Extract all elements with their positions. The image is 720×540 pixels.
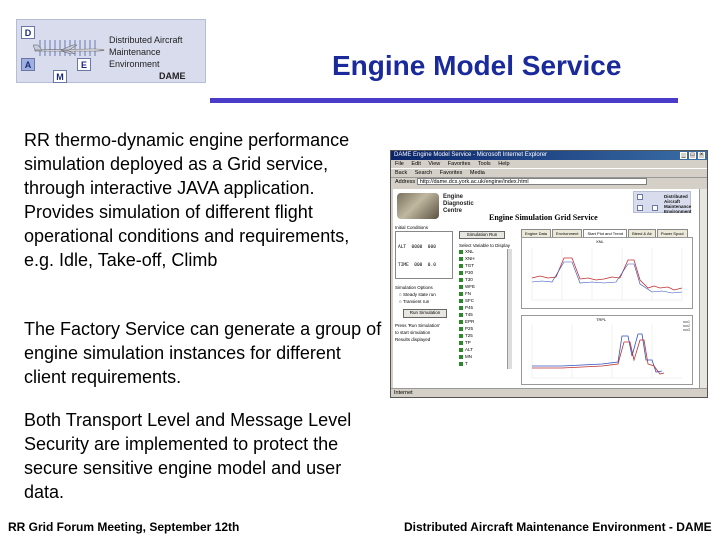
paragraph-2: Provides simulation of different flight operational conditions and requirements, e.g. Idle, Take-off, Climb [24, 202, 350, 270]
mini-logo-line-3: Maintenance [664, 204, 692, 209]
variable-checkbox-sfc[interactable]: SFC [459, 298, 505, 304]
plot-2-legend [683, 320, 690, 332]
menu-favorites: Favorites [447, 161, 471, 167]
transient-radio[interactable]: ○ Transient run [399, 299, 430, 304]
paragraph-engine-simulation [24, 128, 384, 272]
menu-edit: Edit [411, 161, 421, 167]
grid-service-title: Engine Simulation Grid Service [489, 213, 598, 222]
mini-logo-line-1: Distributed [664, 194, 688, 199]
plot-1-title: XNL [596, 239, 604, 244]
application-screenshot [390, 150, 708, 398]
plot-2-title: TRPL [596, 317, 607, 322]
menu-bar [391, 160, 707, 168]
legend-entry: run3 [682, 328, 690, 332]
browser-status-bar: Internet [391, 388, 707, 397]
engine-image [397, 193, 439, 219]
edc-text [443, 194, 474, 215]
minimize-icon: _ [681, 152, 686, 158]
close-icon: × [699, 152, 704, 158]
footer-right: Distributed Aircraft Maintenance Environment - DAME [404, 520, 712, 534]
mini-dame-logo [633, 191, 691, 213]
simulation-control-panel [395, 225, 513, 387]
variable-checkbox-t30[interactable]: T30 [459, 277, 505, 283]
address-label: Address [395, 179, 416, 185]
address-bar [391, 178, 707, 187]
variable-checkbox-wfe[interactable]: WFE [459, 284, 505, 290]
aircraft-icon [33, 44, 105, 54]
edc-line-3: Centre [443, 208, 463, 214]
tab-bleed-air[interactable]: Bleed & Air [628, 229, 656, 237]
toolbar-media: Media [469, 170, 485, 176]
condition-line: TIME 000 0.0 [398, 263, 436, 268]
tab-start-plot[interactable]: Start Plot and Trend [583, 229, 627, 237]
mini-logo-tile [637, 194, 643, 200]
tab-engine-data[interactable]: Engine Data [521, 229, 551, 237]
logo-line-1: Distributed Aircraft [109, 35, 183, 45]
logo-text [109, 34, 205, 82]
variable-checkbox-tgt[interactable]: TGT [459, 263, 505, 269]
edc-line-2: Diagnostic [443, 201, 474, 207]
simulation-plot-1 [521, 237, 693, 309]
edc-line-1: Engine [443, 194, 464, 200]
logo-tile-d: D [21, 26, 35, 39]
paragraph-security: Both Transport Level and Message Level Security are implemented to protect the secure sensitive engine model and user data. [24, 410, 352, 502]
menu-file: File [395, 161, 404, 167]
menu-help: Help [498, 161, 510, 167]
browser-page [393, 189, 699, 389]
simulation-run-button[interactable]: Simulation Run [459, 231, 505, 239]
plot-tabs [521, 229, 693, 237]
address-field: http://dame.dcs.york.ac.uk/engine/index.html [417, 178, 647, 185]
simulation-note-3: Results displayed [395, 337, 431, 342]
variable-checkbox-xnh[interactable]: XNH [459, 256, 505, 262]
simulation-options-label: Simulation Options [395, 285, 433, 290]
variable-checkbox-fn[interactable]: FN [459, 291, 505, 297]
mini-logo-tile [652, 205, 658, 211]
variable-checkbox-xnl[interactable]: XNL [459, 249, 505, 255]
plot-1-graph [522, 238, 692, 308]
simulation-note-2: to start simulation [395, 330, 431, 335]
paragraph-1: RR thermo-dynamic engine performance simulation deployed as a Grid service, through interactive JAVA application. [24, 130, 350, 198]
initial-conditions-list[interactable] [395, 231, 453, 279]
variable-checkbox-alt[interactable]: ALT [459, 347, 505, 353]
variable-checkbox-t45[interactable]: T45 [459, 312, 505, 318]
variable-checkbox-epr[interactable]: EPR [459, 319, 505, 325]
simulation-note-1: Press 'Run Simulation' [395, 323, 440, 328]
logo-tile-a: A [21, 58, 35, 71]
variable-checkbox-tp[interactable]: TP [459, 340, 505, 346]
dame-logo [16, 19, 206, 83]
variable-checkbox-p45[interactable]: P45 [459, 305, 505, 311]
paragraph-factory-service: The Factory Service can generate a group of engine simulation instances for different client requirements. [24, 319, 382, 387]
run-simulation-button[interactable]: Run Simulation [403, 309, 447, 318]
menu-tools: Tools [477, 161, 491, 167]
maximize-icon: □ [690, 152, 695, 158]
plot-2-graph [522, 316, 692, 384]
legend-entry: run2 [682, 324, 690, 328]
logo-tile-m: M [53, 70, 67, 83]
menu-view: View [428, 161, 441, 167]
browser-scrollbar[interactable] [699, 189, 707, 389]
mini-logo-tile [637, 205, 643, 211]
mini-logo-line-4: Environment [664, 209, 692, 214]
legend-entry: run1 [682, 320, 690, 324]
footer-left: RR Grid Forum Meeting, September 12th [8, 520, 240, 534]
variable-checkbox-t[interactable]: T [459, 361, 505, 367]
select-variable-label: Select Variable to Display [459, 243, 510, 248]
initial-conditions-label: Initial Conditions [395, 225, 429, 230]
toolbar-back: Back [395, 170, 408, 176]
simulation-plot-2 [521, 315, 693, 385]
variable-list-scrollbar[interactable] [507, 249, 512, 369]
logo-line-3: DAME [159, 71, 186, 81]
title-underline [210, 98, 678, 103]
variable-checkbox-mn[interactable]: MN [459, 354, 505, 360]
logo-tile-e: E [77, 58, 91, 71]
toolbar-favorites: Favorites [439, 170, 463, 176]
tab-power-spool[interactable]: Power Spool [657, 229, 688, 237]
logo-line-2: Maintenance Environment [109, 47, 161, 69]
window-titlebar: DAME Engine Model Service - Microsoft Internet Explorer [391, 151, 707, 160]
mini-logo-text [664, 194, 692, 214]
condition-line: ALT 0000 000 [398, 245, 436, 250]
variable-checkbox-t25[interactable]: T25 [459, 333, 505, 339]
slide-title: Engine Model Service [332, 50, 622, 81]
tab-environment[interactable]: Environment [552, 229, 582, 237]
toolbar-search: Search [414, 170, 433, 176]
steady-state-radio[interactable]: ○ Steady state run [399, 292, 436, 297]
browser-toolbar [391, 168, 707, 178]
variable-checkbox-p30[interactable]: P30 [459, 270, 505, 276]
mini-logo-line-2: Aircraft [664, 199, 681, 204]
variable-checkbox-p25[interactable]: P25 [459, 326, 505, 332]
